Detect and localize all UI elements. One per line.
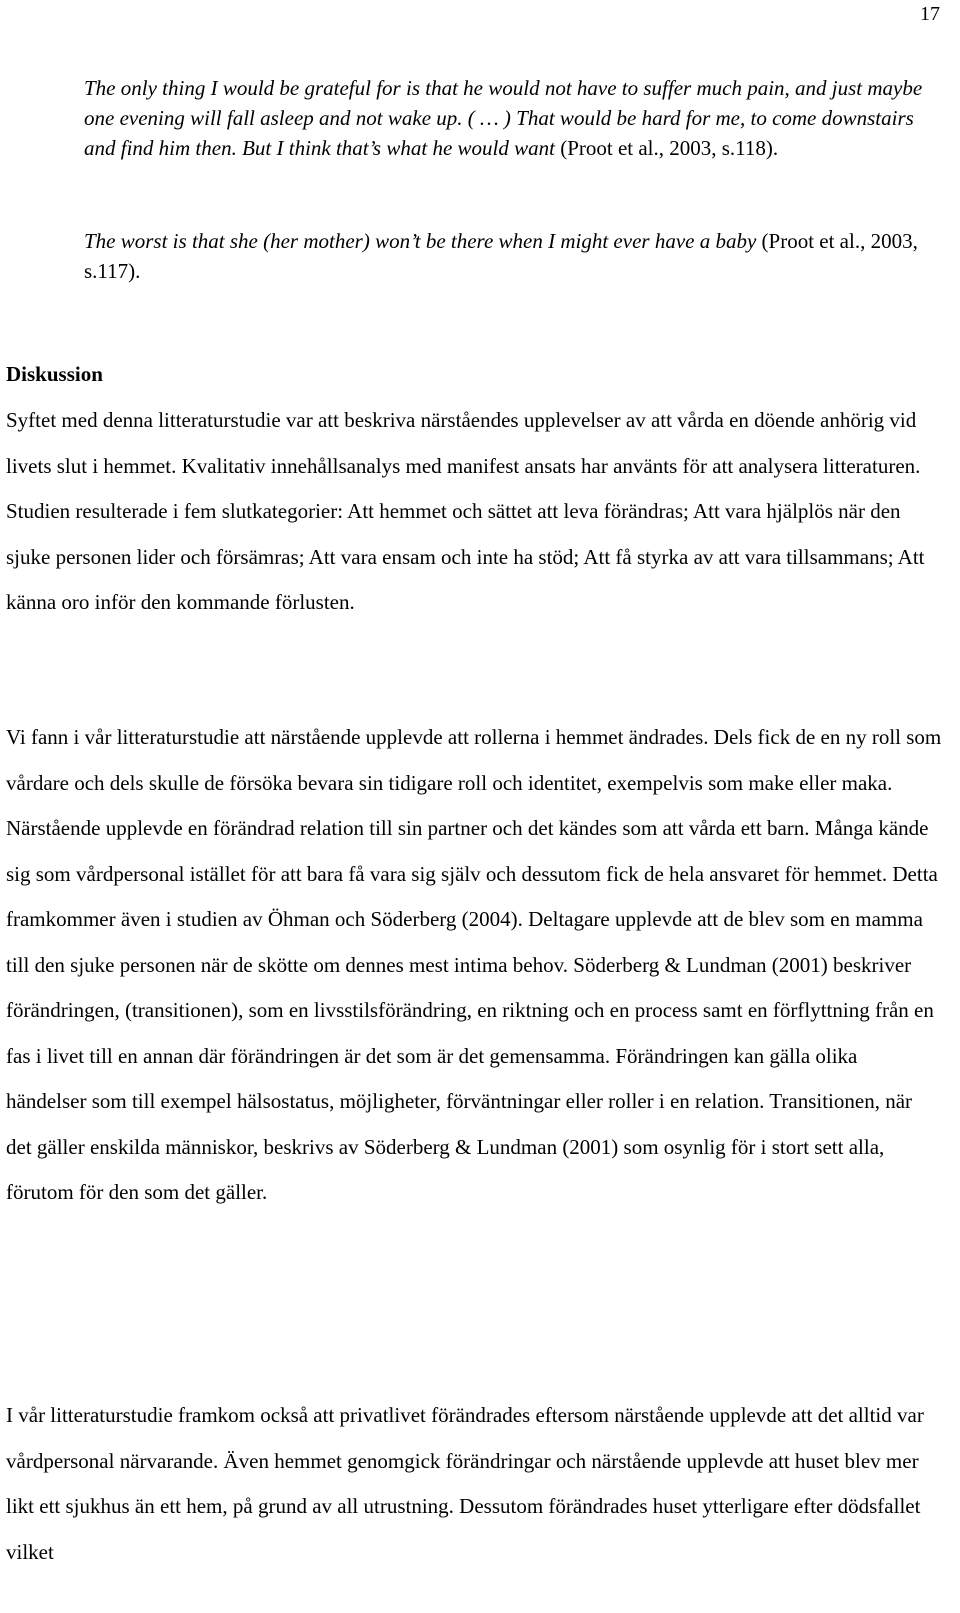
section-heading: Diskussion: [6, 362, 103, 386]
body-paragraph: Syftet med denna litteraturstudie var att beskriva närståendes upplevelser av att vårda en döende anhörig vid livets slut i hemmet. Kvalitativ innehållsanalys med manifest ansats har använts för att analysera litteraturen. Studien resulterade i fem slutkategorier: Att hemmet och sättet att leva förändras; Att vara hjälplös när den sjuke personen lider och försämras; Att vara ensam och inte ha stöd; Att få styrka av att vara tillsammans; Att känna oro inför den kommande förlusten.: [6, 408, 925, 614]
body-paragraph: Vi fann i vår litteraturstudie att närstående upplevde att rollerna i hemmet ändrades. Dels fick de en ny roll som vårdare och dels skulle de försöka bevara sin tidigare roll och identitet, exempelvis som make eller maka. Närstående upplevde en förändrad relation till sin partner och det kändes som att vårda ett barn. Många kände sig som vårdpersonal istället för att bara få vara sig själv och dessutom fick de hela ansvaret för hemmet. Detta framkommer även i studien av Öhman och Söderberg (2004). Deltagare upplevde att de blev som en mamma till den sjuke personen när de skötte om dennes mest intima behov. Söderberg & Lundman (2001) beskriver förändringen, (transitionen), som en livsstilsförändring, en riktning och en process samt en förflyttning från en fas i livet till en annan där förändringen är det som är det gemensamma. Förändringen kan gälla olika händelser som till exempel hälsostatus, möjligheter, förväntningar eller roller i en relation. Transitionen, när det gäller enskilda människor, beskrivs av Söderberg & Lundman (2001) som osynlig för i stort sett alla, förutom för den som det gäller.: [6, 725, 942, 1204]
quote-block: [84, 73, 944, 163]
page-number: 17: [920, 3, 940, 25]
quote-citation: (Proot et al., 2003, s.117).: [84, 229, 918, 283]
quote-block: [84, 226, 944, 286]
quote-citation: (Proot et al., 2003, s.118).: [554, 136, 779, 160]
quote-text: The worst is that she (her mother) won’t be there when I might ever have a baby: [84, 229, 757, 253]
quote-text: The only thing I would be grateful for is that he would not have to suffer much pain, and just maybe one evening will fall asleep and not wake up. ( … ) That would be hard for me, to come downstairs and find him then. But I think that’s what he would want: [84, 76, 923, 160]
body-paragraph: I vår litteraturstudie framkom också att privatlivet förändrades eftersom närstående upplevde att det alltid var vårdpersonal närvarande. Även hemmet genomgick förändringar och närstående upplevde att huset blev mer likt ett sjukhus än ett hem, på grund av all utrustning. Dessutom förändrades huset ytterligare efter dödsfallet vilket: [6, 1403, 924, 1564]
